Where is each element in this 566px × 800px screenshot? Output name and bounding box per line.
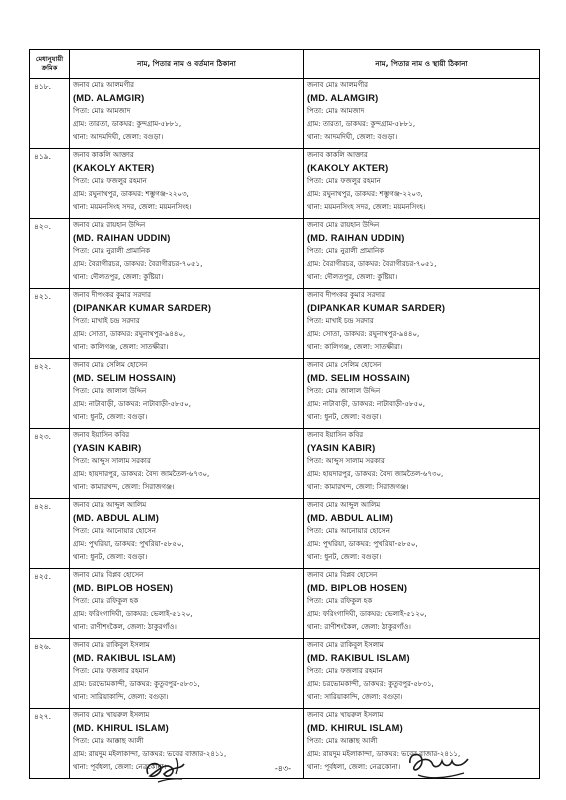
village-post-line: গ্রাম: বৈরাগীরচর, ডাকঘর: বৈরাগীরচর-৭০৫১, — [307, 260, 437, 269]
village-post-line: গ্রাম: হায়দারপুর, ডাকঘর: বৈদ্য জামতৈল-৬৭৩০, — [73, 470, 210, 479]
thana-district-line: থানা: ধুনট, জেলা: বগুড়া। — [307, 553, 382, 562]
village-post-line: গ্রাম: সোতা, ডাকঘর: রঘুনাথপুর-৯৪৪০, — [73, 330, 186, 339]
english-name-line: (MD. ABDUL ALIM) — [307, 513, 393, 524]
village-post-line: গ্রাম: বৈরাগীরচর, ডাকঘর: বৈরাগীরচর-৭০৫১, — [73, 260, 203, 269]
name-line: জনাব মোঃ রায়হান উদ্দিন — [307, 221, 380, 229]
name-line: জনাব ইয়াসিন কবির — [73, 431, 130, 439]
present-address-cell — [70, 429, 304, 499]
table-row — [30, 79, 540, 149]
thana-district-line: থানা: রাণীশংকৈল, জেলা: ঠাকুরগাঁও। — [73, 623, 177, 632]
serial-cell: ৪২৭. — [30, 709, 70, 779]
father-name-line: পিতা: মোঃ জালাল উদ্দিন — [73, 387, 147, 396]
serial-cell: ৪২৩. — [30, 429, 70, 499]
name-line: জনাব মোঃ আলমগীর — [307, 81, 369, 89]
name-line: জনাব মোঃ আলমগীর — [73, 81, 135, 89]
name-line: জনাব মোঃ সেলিম হোসেন — [73, 361, 148, 369]
name-line: জনাব কাকলি আক্তার — [73, 151, 134, 159]
permanent-address-cell — [304, 289, 540, 359]
thana-district-line: থানা: কালিগঞ্জ, জেলা: সাতক্ষীরা। — [73, 343, 169, 352]
thana-district-line: থানা: কালিগঞ্জ, জেলা: সাতক্ষীরা। — [307, 343, 403, 352]
table-row — [30, 149, 540, 219]
village-post-line: গ্রাম: রায়দুম মইলাকান্দা, ডাকঘর: ভবের বাজার-২৪১১, — [73, 750, 227, 759]
thana-district-line: থানা: আদমদিঘী, জেলা: বগুড়া। — [73, 133, 164, 142]
name-line: জনাব মোঃ সেলিম হোসেন — [307, 361, 382, 369]
permanent-address-cell — [304, 429, 540, 499]
english-name-line: (DIPANKAR KUMAR SARDER) — [307, 303, 446, 314]
village-post-line: গ্রাম: চরভোমকান্দী, ডাকঘর: কুতুবপুর-৫৮৩১, — [307, 680, 434, 689]
english-name-line: (YASIN KABIR) — [307, 443, 376, 454]
english-name-line: (KAKOLY AKTER) — [307, 163, 389, 174]
name-line: জনাব দীপংকর কুমার সরদার — [73, 291, 151, 299]
english-name-line: (KAKOLY AKTER) — [73, 163, 155, 174]
thana-district-line: থানা: ধুনট, জেলা: বগুড়া। — [73, 413, 148, 422]
father-name-line: পিতা: মোঃ ফজলুর রহমান — [307, 177, 381, 186]
present-address-cell — [70, 359, 304, 429]
serial-cell: ৪২২. — [30, 359, 70, 429]
present-address-cell — [70, 639, 304, 709]
father-name-line: পিতা: মোঃ নুরালী প্রামানিক — [73, 247, 151, 256]
father-name-line: পিতা: মোঃ আনোয়ার হোসেন — [307, 527, 390, 536]
page-number: -৪৩- — [274, 764, 292, 773]
name-line: জনাব কাকলি আক্তার — [307, 151, 368, 159]
thana-district-line: থানা: দৌলতপুর, জেলা: কুষ্টিয়া। — [73, 273, 164, 282]
permanent-address-cell — [304, 149, 540, 219]
name-line: জনাব মোঃ রায়হান উদ্দিন — [73, 221, 146, 229]
thana-district-line: থানা: কামারখন্দ, জেলা: সিরাজগঞ্জ। — [73, 483, 175, 492]
table-row — [30, 639, 540, 709]
village-post-line: গ্রাম: চরভোমকান্দী, ডাকঘর: কুতুবপুর-৫৮৩১, — [73, 680, 200, 689]
thana-district-line: থানা: কামারখন্দ, জেলা: সিরাজগঞ্জ। — [307, 483, 409, 492]
english-name-line: (MD. RAIHAN UDDIN) — [307, 233, 405, 244]
thana-district-line: থানা: সারিয়াকান্দি, জেলা: বগুড়া। — [307, 693, 403, 702]
village-post-line: গ্রাম: তারতা, ডাকঘর: কুন্দগ্রাম-৫৮৮১, — [73, 120, 182, 129]
english-name-line: (MD. RAKIBUL ISLAM) — [73, 653, 176, 664]
name-line: জনাব ইয়াসিন কবির — [307, 431, 364, 439]
village-post-line: গ্রাম: রায়দুম মইলাকান্দা, ডাকঘর: ভবের বাজার-২৪১১, — [307, 750, 461, 759]
thana-district-line: থানা: ধুনট, জেলা: বগুড়া। — [73, 553, 148, 562]
english-name-line: (MD. SELIM HOSSAIN) — [73, 373, 176, 384]
father-name-line: পিতা: মোঃ রফিকুল হক — [73, 597, 139, 606]
permanent-address-cell — [304, 639, 540, 709]
father-name-line: পিতা: মোঃ আক্কাছ আলী — [307, 737, 378, 746]
present-address-cell — [70, 569, 304, 639]
father-name-line: পিতা: মোঃ আমজাদ — [307, 107, 365, 116]
header-serial: মেধানুযায়ী ক্রমিক — [30, 50, 70, 79]
village-post-line: গ্রাম: নাটাবাড়ী, ডাকঘর: নাটাবাড়ী-৫৮৫০, — [307, 400, 425, 409]
father-name-line: পিতা: মোঃ আনোয়ার হোসেন — [73, 527, 156, 536]
thana-district-line: থানা: পূর্বধলা, জেলা: নেত্রকোনা। — [307, 763, 401, 772]
village-post-line: গ্রাম: নাটাবাড়ী, ডাকঘর: নাটাবাড়ী-৫৮৫০, — [73, 400, 191, 409]
english-name-line: (MD. ABDUL ALIM) — [73, 513, 159, 524]
table-row — [30, 499, 540, 569]
father-name-line: পিতা: মোঃ আমজাদ — [73, 107, 131, 116]
english-name-line: (MD. SELIM HOSSAIN) — [307, 373, 410, 384]
thana-district-line: থানা: ময়মনসিংহ সদর, জেলা: ময়মনসিংহ। — [73, 203, 192, 212]
english-name-line: (DIPANKAR KUMAR SARDER) — [73, 303, 212, 314]
father-name-line: পিতা: মোঃ রফিকুল হক — [307, 597, 373, 606]
village-post-line: গ্রাম: রঘুনাথপুর, ডাকঘর: শম্ভুগঞ্জ-২২০৩, — [307, 190, 423, 199]
candidate-table — [29, 49, 540, 779]
english-name-line: (MD. ALAMGIR) — [73, 93, 145, 104]
present-address-cell — [70, 289, 304, 359]
village-post-line: গ্রাম: হায়দারপুর, ডাকঘর: বৈদ্য জামতৈল-৬৭৩০, — [307, 470, 444, 479]
english-name-line: (MD. RAIHAN UDDIN) — [73, 233, 171, 244]
table-header-row — [30, 50, 540, 79]
permanent-address-cell — [304, 569, 540, 639]
english-name-line: (MD. KHIRUL ISLAM) — [307, 723, 403, 734]
father-name-line: পিতা: মাখাই চন্দ্র সরদার — [73, 317, 140, 326]
english-name-line: (MD. KHIRUL ISLAM) — [73, 723, 169, 734]
table-row — [30, 219, 540, 289]
permanent-address-cell — [304, 79, 540, 149]
father-name-line: পিতা: মোঃ ফজলার রহমান — [73, 667, 149, 676]
permanent-address-cell — [304, 359, 540, 429]
permanent-address-cell — [304, 499, 540, 569]
name-line: জনাব মোঃ বিপ্লব হোসেন — [73, 571, 144, 579]
father-name-line: পিতা: মোঃ ফজলুর রহমান — [73, 177, 147, 186]
present-address-cell — [70, 219, 304, 289]
table-row — [30, 429, 540, 499]
header-permanent-address: নাম, পিতার নাম ও স্থায়ী ঠিকানা — [304, 50, 540, 79]
village-post-line: গ্রাম: ফরিংগাদিঘী, ডাকঘর: ভেলাই-৫১২০, — [73, 610, 193, 619]
serial-cell: ৪২০. — [30, 219, 70, 289]
thana-district-line: থানা: ময়মনসিংহ সদর, জেলা: ময়মনসিংহ। — [307, 203, 426, 212]
village-post-line: গ্রাম: সোতা, ডাকঘর: রঘুনাথপুর-৯৪৪০, — [307, 330, 420, 339]
table-row — [30, 359, 540, 429]
signature-right — [404, 745, 476, 787]
thana-district-line: থানা: পূর্বধলা, জেলা: নেত্রকোনা। — [73, 763, 167, 772]
serial-cell: ৪২৪. — [30, 499, 70, 569]
english-name-line: (MD. BIPLOB HOSEN) — [307, 583, 408, 594]
thana-district-line: থানা: রাণীশংকৈল, জেলা: ঠাকুরগাঁও। — [307, 623, 411, 632]
father-name-line: পিতা: মোঃ নুরালী প্রামানিক — [307, 247, 385, 256]
thana-district-line: থানা: দৌলতপুর, জেলা: কুষ্টিয়া। — [307, 273, 398, 282]
permanent-address-cell — [304, 219, 540, 289]
thana-district-line: থানা: ধুনট, জেলা: বগুড়া। — [307, 413, 382, 422]
name-line: জনাব মোঃ আব্দুল আলিম — [73, 501, 147, 509]
father-name-line: পিতা: আব্দুস সালাম সরকার — [73, 457, 151, 466]
present-address-cell — [70, 149, 304, 219]
serial-cell: ৪১৯. — [30, 149, 70, 219]
name-line: জনাব মোঃ খায়রুল ইসলাম — [307, 711, 384, 719]
header-present-address: নাম, পিতার নাম ও বর্তমান ঠিকানা — [70, 50, 304, 79]
english-name-line: (MD. ALAMGIR) — [307, 93, 379, 104]
serial-cell: ৪১৮. — [30, 79, 70, 149]
father-name-line: পিতা: মাখাই চন্দ্র সরদার — [307, 317, 374, 326]
village-post-line: গ্রাম: পুখরিয়া, ডাকঘর: পুখরিয়া-৫৮৫০, — [73, 540, 184, 549]
father-name-line: পিতা: মোঃ জালাল উদ্দিন — [307, 387, 381, 396]
table-row — [30, 289, 540, 359]
present-address-cell — [70, 499, 304, 569]
name-line: জনাব মোঃ বিপ্লব হোসেন — [307, 571, 378, 579]
thana-district-line: থানা: আদমদিঘী, জেলা: বগুড়া। — [307, 133, 398, 142]
name-line: জনাব মোঃ আব্দুল আলিম — [307, 501, 381, 509]
serial-cell: ৪২১. — [30, 289, 70, 359]
english-name-line: (MD. BIPLOB HOSEN) — [73, 583, 174, 594]
father-name-line: পিতা: মোঃ আক্কাছ আলী — [73, 737, 144, 746]
father-name-line: পিতা: মোঃ ফজলার রহমান — [307, 667, 383, 676]
name-line: জনাব মোঃ রাকিবুল ইসলাম — [307, 641, 384, 649]
name-line: জনাব মোঃ খায়রুল ইসলাম — [73, 711, 150, 719]
table-row — [30, 569, 540, 639]
serial-cell: ৪২৬. — [30, 639, 70, 709]
village-post-line: গ্রাম: ফরিংগাদিঘী, ডাকঘর: ভেলাই-৫১২০, — [307, 610, 427, 619]
father-name-line: পিতা: আব্দুস সালাম সরকার — [307, 457, 385, 466]
present-address-cell — [70, 79, 304, 149]
english-name-line: (MD. RAKIBUL ISLAM) — [307, 653, 410, 664]
village-post-line: গ্রাম: পুখরিয়া, ডাকঘর: পুখরিয়া-৫৮৫০, — [307, 540, 418, 549]
thana-district-line: থানা: সারিয়াকান্দি, জেলা: বগুড়া। — [73, 693, 169, 702]
village-post-line: গ্রাম: তারতা, ডাকঘর: কুন্দগ্রাম-৫৮৮১, — [307, 120, 416, 129]
name-line: জনাব মোঃ রাকিবুল ইসলাম — [73, 641, 150, 649]
serial-cell: ৪২৫. — [30, 569, 70, 639]
name-line: জনাব দীপংকর কুমার সরদার — [307, 291, 385, 299]
village-post-line: গ্রাম: রঘুনাথপুর, ডাকঘর: শম্ভুগঞ্জ-২২০৩, — [73, 190, 189, 199]
english-name-line: (YASIN KABIR) — [73, 443, 142, 454]
